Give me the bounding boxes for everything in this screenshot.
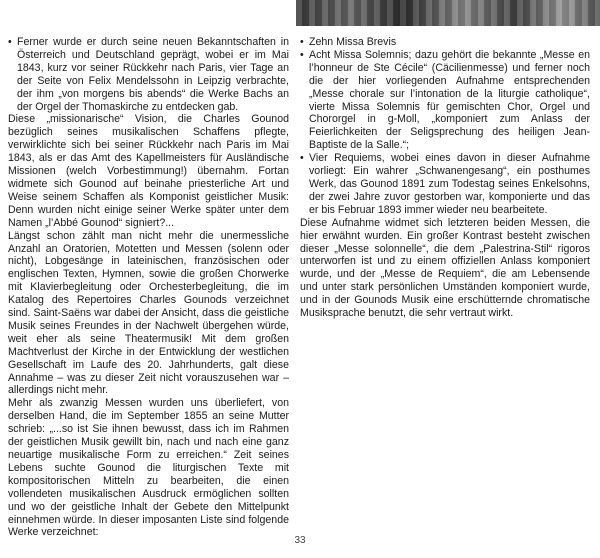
page-number: 33	[294, 535, 306, 546]
bullet: •	[300, 152, 304, 165]
right-bullet-text-1: Zehn Missa Brevis	[309, 36, 397, 48]
left-paragraph-3: Mehr als zwanzig Messen wurden uns überliefert, von derselben Hand, die im September 1855 an seine Mutter schrieb: „...so ist Sie ihnen bewusst, dass ich im Rahmen der geistlichen Musik gewillt bin, nach und nach eine ganz neuartige musikalische Form zu erreichen.“ Zeit seines Lebens suchte Gounod die liturgischen Texte mit kompositorischen Mitteln zu bearbeiten, die einen vollendeten musikalischen Ausdruck ermöglichen sollten und wo der geistliche Inhalt der Gebete den Mittelpunkt einnehmen würde. In dieser imposanten Liste sind folgende Werke verzeichnet:	[8, 397, 289, 539]
right-column	[300, 36, 590, 320]
bullet: •	[300, 48, 304, 61]
left-bullet-item	[8, 36, 289, 113]
left-paragraph-1: Diese „missionarische“ Vision, die Charles Gounod bezüglich seines musikalischen Schaffens pflegte, verwirklichte sich bei seiner Rückkehr nach Paris im Mai 1843, als er das Amt des Kapellmeisters für Ausländische Missionen (welch Vorbestimmung!) übernahm. Fortan widmete sich Gounod auf beinahe priesterliche Art und Weise seinem Schaffen als Komponist geistlicher Musik: Denn wurden nicht einige seiner Werke später unter dem Namen „l’Abbé Gounod“ signiert?...	[8, 113, 289, 229]
bullet: •	[8, 36, 12, 48]
right-bullet-text-3: Vier Requiems, wobei eines davon in dieser Aufnahme vorliegt: Ein wahrer „Schwanengesang“, ein posthumes Werk, das Gounod 1891 zum Todestag seines Enkelsohns, der zwei Jahre zuvor gestorben war, komponierte und das er bis Februar 1893 immer wieder neu bearbeitete.	[309, 152, 590, 216]
left-column	[8, 36, 289, 539]
right-bullet-item-1	[300, 36, 590, 49]
left-bullet-text: Ferner wurde er durch seine neuen Bekanntschaften in Österreich und Deutschland geprägt, wobei er im Mai 1843, kurz vor seiner Rückkehr nach Paris, vier Tage an der Seite von Felix Mendelssohn in Leipzig verbrachte, der ihm „von morgens bis abends“ die Werke Bachs an der Orgel der Thomaskirche zu entdecken gab.	[17, 36, 289, 113]
right-bullet-item-2	[300, 49, 590, 152]
bullet: •	[300, 36, 304, 48]
right-bullet-text-2: Acht Missa Solemnis; dazu gehört die bekannte „Messe en l’honneur de Ste Cécile“ (Cäcilienmesse) und ferner noch die der hier vorliegenden Aufnahme entsprechenden „Messe chorale sur l’intonation de la liturgie catholique“, vierte Missa Solemnis für gemischten Chor, Orgel und Chororgel in g-Moll, „komponiert zum Anlass der Feierlichkeiten der Seligsprechung des heiligen Jean-Baptiste de la Salle.“;	[309, 48, 590, 152]
right-paragraph: Diese Aufnahme widmet sich letzteren beiden Messen, die hier erwähnt wurden. Ein großer Kontrast besteht zwischen dieser „Messe solonnelle“, die dem „Palestrina-Stil“ rigoros unterworfen ist und zu einem offiziellen Anlass komponiert wurde, und der „Messe de Requiem“, die am Lebensende und unter stark persönlichen Umständen komponiert wurde, und in der Gounods Musik eine erschütternde chromatische Musiksprache benutzt, die sehr vertraut wirkt.	[300, 216, 590, 320]
left-paragraph-2: Längst schon zählt man nicht mehr die unermessliche Anzahl an Oratorien, Motetten und Messen (solenn oder nicht), Lobgesänge in lateinischen, französischen oder englischen Texten, Hymnen, sowie die großen Chorwerke mit Klavierbegleitung oder Orchesterbegleitung, die im Katalog des Repertoires Charles Gounods verzeichnet sind. Saint-Saëns war dabei der Ansicht, dass die geistliche Musik seines Freundes in der Nachwelt übergehen würde, weit eher als seine Theatermusik! Mit dem großen Machtverlust der Kirche in der Entwicklung der westlichen Gesellschaft im Laufe des 20. Jahrhunderts, galt diese Annahme – was zu dieser Zeit nicht vorauszusehen war – allerdings nicht mehr.	[8, 229, 289, 397]
photo-strip	[296, 0, 600, 26]
right-bullet-item-3	[300, 152, 590, 217]
